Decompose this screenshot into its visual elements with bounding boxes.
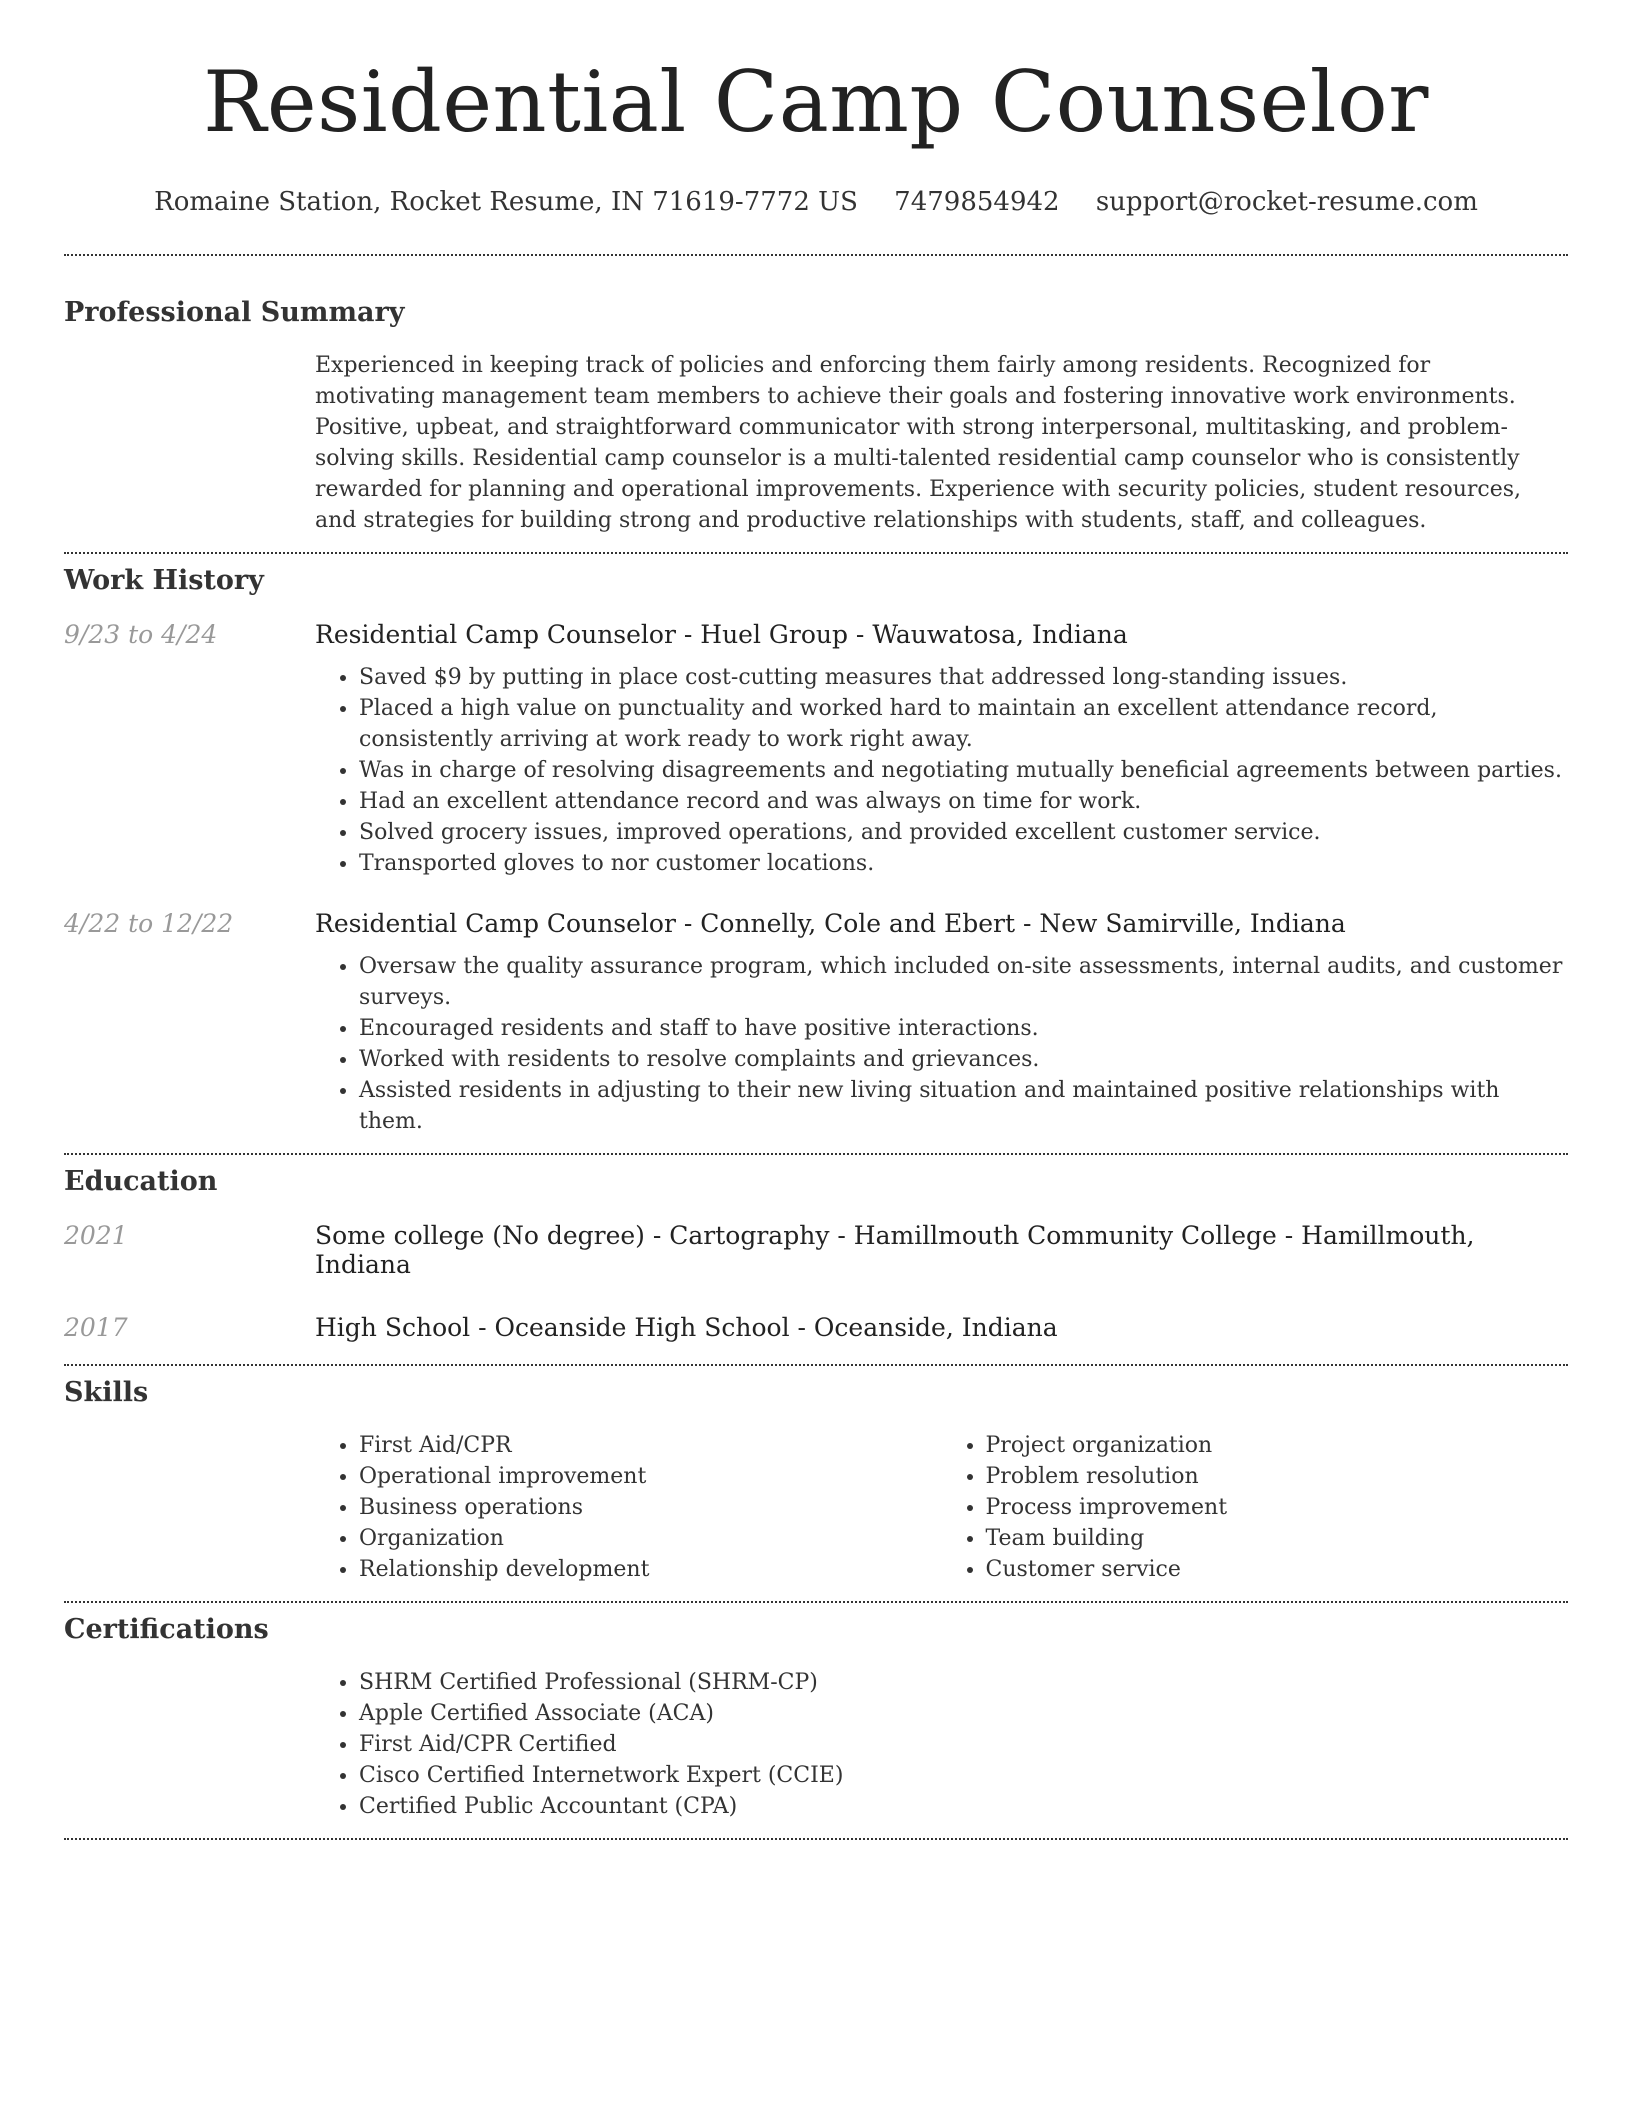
list-item: • Business operations — [359, 1492, 942, 1523]
list-item: • Project organization — [986, 1430, 1569, 1461]
contact-line — [64, 186, 1568, 218]
certifications-heading: Certifications — [64, 1614, 269, 1645]
contact-address: Romaine Station, Rocket Resume, IN 71619-7772 US — [154, 187, 858, 217]
list-item: • Assisted residents in adjusting to their new living situation and maintained positive relationships with them. — [359, 1075, 1568, 1137]
divider — [64, 552, 1568, 554]
resume-name: Residential Camp Counselor — [203, 53, 1429, 151]
contact-phone: 7479854942 — [894, 187, 1060, 217]
job-title: Residential Camp Counselor - Connelly, Cole and Ebert - New Samirville, Indiana — [315, 909, 1346, 938]
list-item: • Was in charge of resolving disagreements and negotiating mutually beneficial agreements between parties. — [359, 755, 1568, 786]
education-entry — [64, 1221, 1568, 1279]
summary-heading: Professional Summary — [64, 297, 405, 328]
education-year: 2017 — [64, 1313, 128, 1342]
skills-list-left — [315, 1430, 942, 1585]
summary-text: Experienced in keeping track of policies and enforcing them fairly among residents. Recognized for motivating management team members to achieve their goals and fostering innovative work environments. Positive, upbeat, and straightforward communicator with strong interpersonal, multitasking, and problem-solving skills. Residential camp counselor is a multi-talented residential camp counselor who is consistently rewarded for planning and operational improvements. Experience with security policies, student resources, and strategies for building strong and productive relationships with students, staff, and colleagues. — [315, 353, 1522, 533]
divider — [64, 1364, 1568, 1366]
list-item: • Customer service — [986, 1554, 1569, 1585]
education-year: 2021 — [64, 1221, 128, 1250]
education-heading: Education — [64, 1166, 218, 1197]
list-item: • Team building — [986, 1523, 1569, 1554]
work-history-heading: Work History — [64, 565, 264, 596]
list-item: • SHRM Certified Professional (SHRM-CP) — [359, 1667, 1568, 1698]
list-item: • First Aid/CPR Certified — [359, 1729, 1568, 1760]
work-history-section — [64, 564, 1568, 1137]
job-bullets — [315, 662, 1568, 879]
divider — [64, 1838, 1568, 1840]
list-item: • Organization — [359, 1523, 942, 1554]
job-title: Residential Camp Counselor - Huel Group - Wauwatosa, Indiana — [315, 620, 1128, 649]
certifications-list — [315, 1667, 1568, 1822]
list-item: • Worked with residents to resolve complaints and grievances. — [359, 1044, 1568, 1075]
job-entry — [64, 909, 1568, 1137]
job-bullets — [315, 951, 1568, 1137]
contact-email: support@rocket-resume.com — [1095, 187, 1478, 217]
list-item: • Placed a high value on punctuality and worked hard to maintain an excellent attendance record, consistently arriving at work ready to work right away. — [359, 693, 1568, 755]
resume-page — [64, 0, 1568, 1840]
list-item: • First Aid/CPR — [359, 1430, 942, 1461]
education-text: Some college (No degree) - Cartography - Hamillmouth Community College - Hamillmouth, Indiana — [315, 1221, 1475, 1279]
job-dates: 9/23 to 4/24 — [64, 620, 218, 649]
certifications-section — [64, 1613, 1568, 1822]
summary-section — [64, 296, 1568, 536]
divider — [64, 1153, 1568, 1155]
list-item: • Saved $9 by putting in place cost-cutting measures that addressed long-standing issues. — [359, 662, 1568, 693]
job-entry — [64, 620, 1568, 879]
divider — [64, 254, 1568, 256]
list-item: • Apple Certified Associate (ACA) — [359, 1698, 1568, 1729]
divider — [64, 1601, 1568, 1603]
list-item: • Relationship development — [359, 1554, 942, 1585]
job-dates: 4/22 to 12/22 — [64, 909, 234, 938]
list-item: • Had an excellent attendance record and was always on time for work. — [359, 786, 1568, 817]
list-item: • Process improvement — [986, 1492, 1569, 1523]
education-entry — [64, 1313, 1568, 1342]
education-section — [64, 1165, 1568, 1342]
list-item: • Solved grocery issues, improved operations, and provided excellent customer service. — [359, 817, 1568, 848]
list-item: • Transported gloves to nor customer locations. — [359, 848, 1568, 879]
skills-heading: Skills — [64, 1377, 149, 1408]
list-item: • Problem resolution — [986, 1461, 1569, 1492]
education-text: High School - Oceanside High School - Oceanside, Indiana — [315, 1313, 1058, 1342]
list-item: • Certified Public Accountant (CPA) — [359, 1791, 1568, 1822]
skills-list-right — [942, 1430, 1569, 1585]
list-item: • Oversaw the quality assurance program, which included on-site assessments, internal audits, and customer surveys. — [359, 951, 1568, 1013]
list-item: • Cisco Certified Internetwork Expert (CCIE) — [359, 1760, 1568, 1791]
skills-section — [64, 1376, 1568, 1585]
list-item: • Operational improvement — [359, 1461, 942, 1492]
list-item: • Encouraged residents and staff to have positive interactions. — [359, 1013, 1568, 1044]
